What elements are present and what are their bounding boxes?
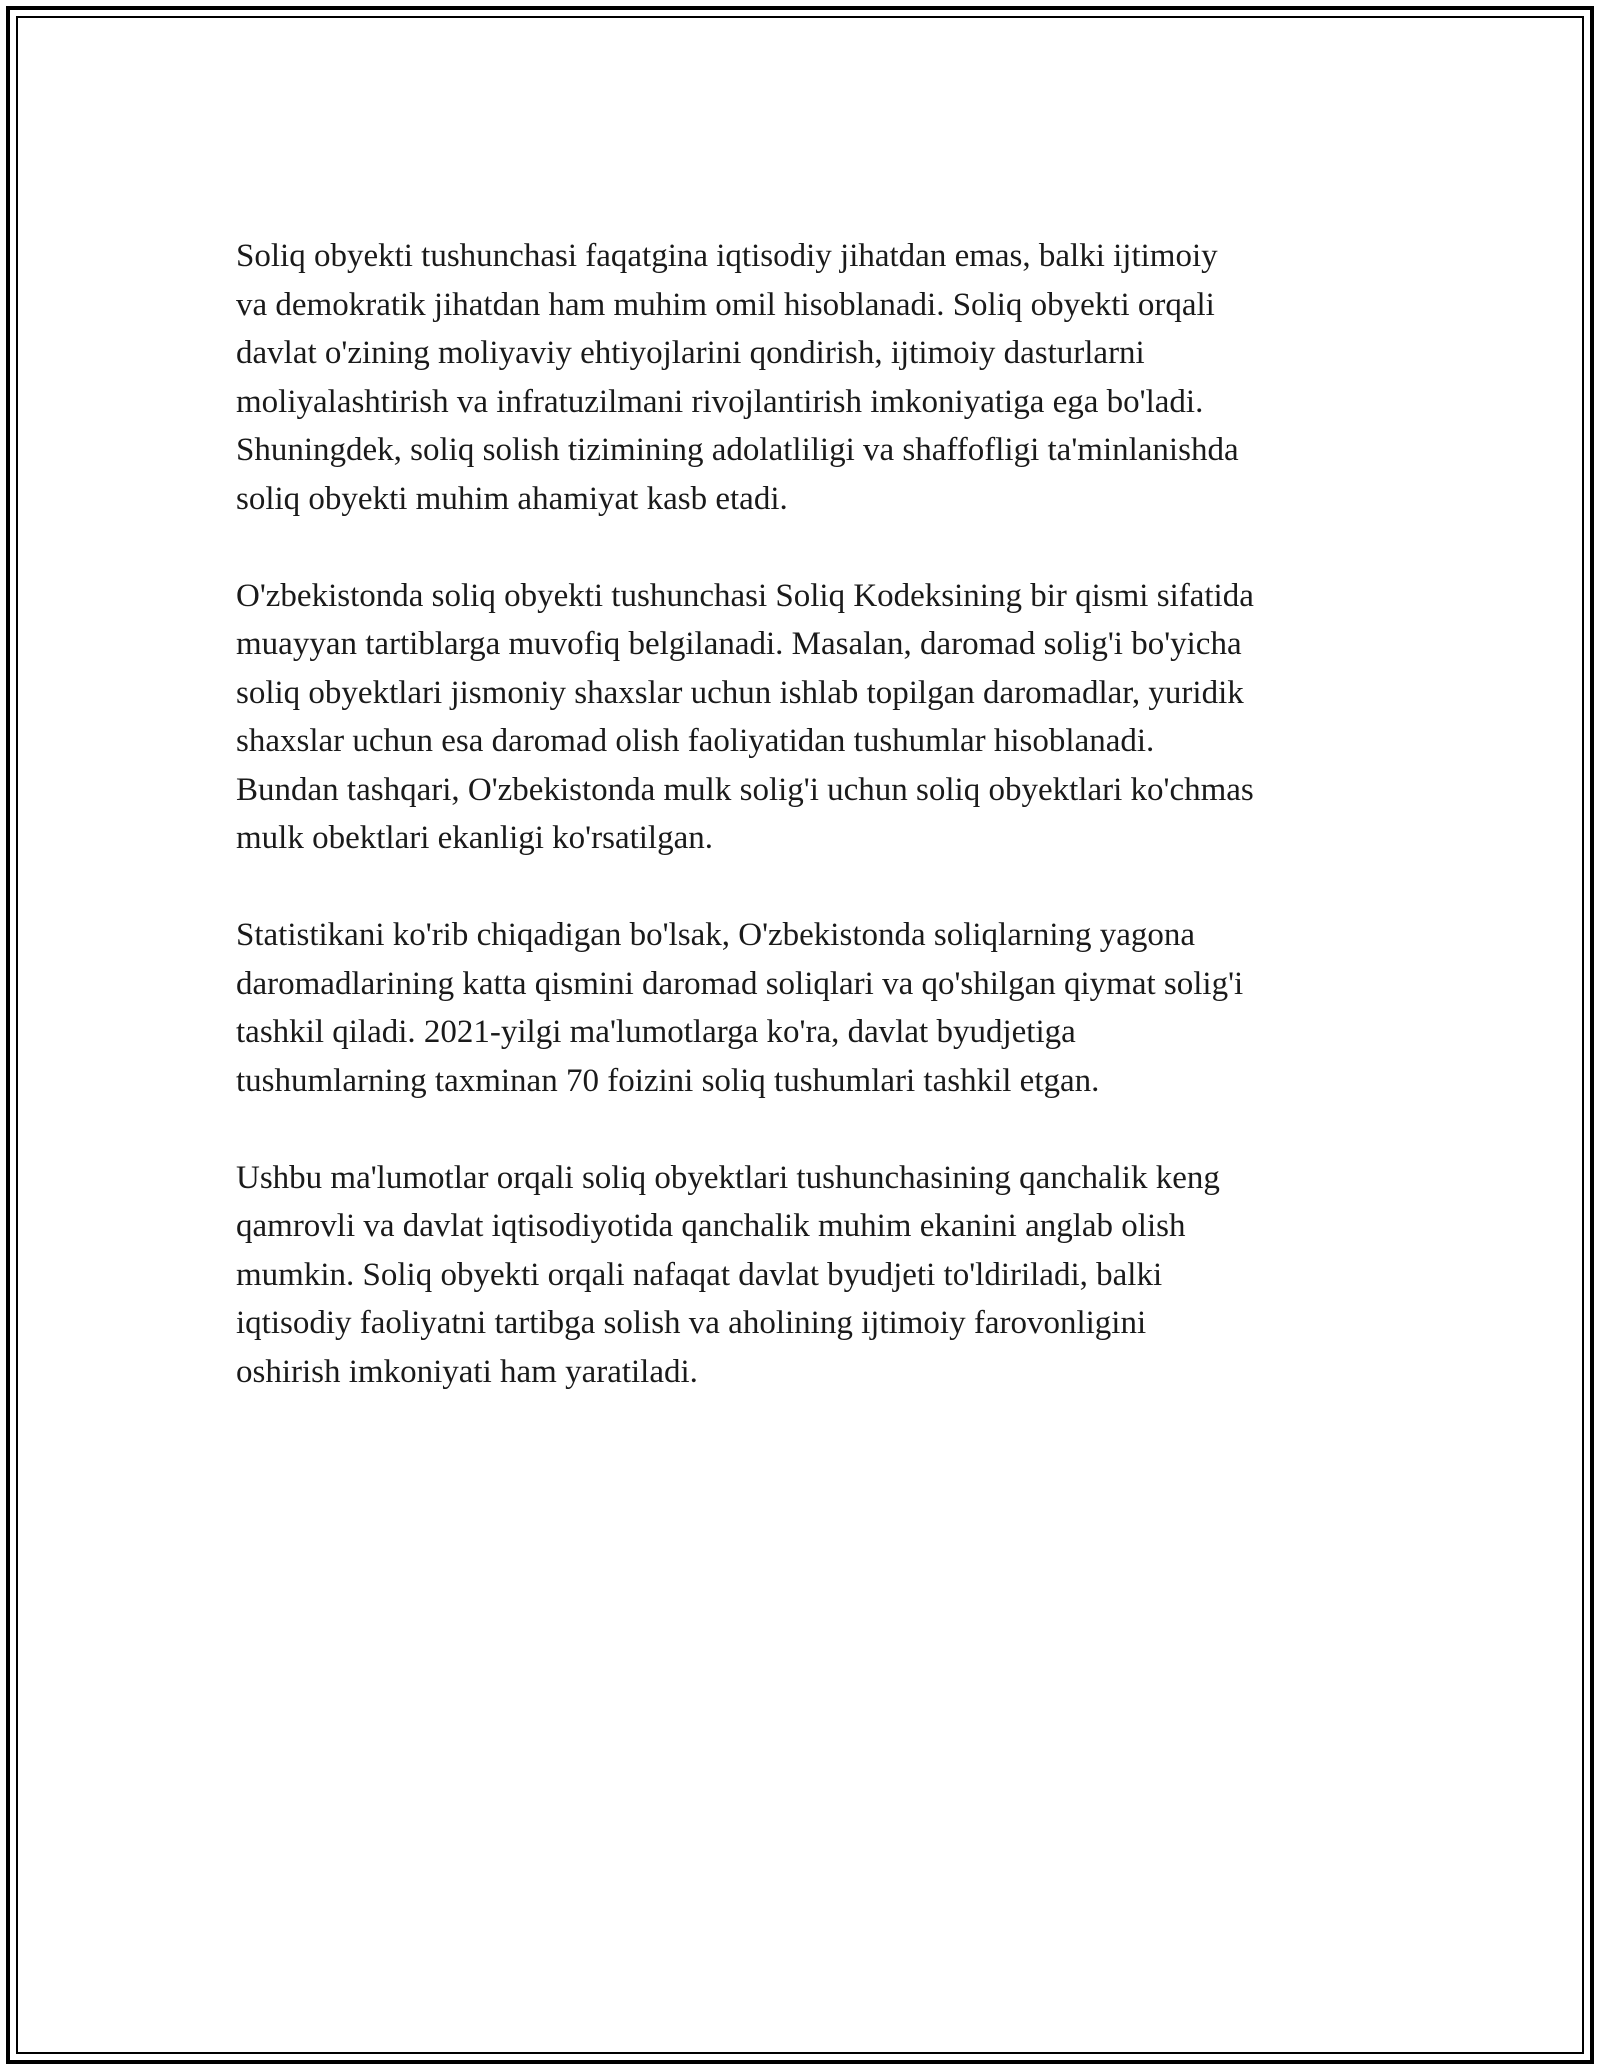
paragraph-3: Statistikani ko'rib chiqadigan bo'lsak, O'zbekistonda soliqlarning yagona daromadlarining katta qismini daromad soliqlari va qo'shilgan qiymat solig'i tashkil qiladi. 2021-yilgi ma'lumotlarga ko'ra, davlat byudjetiga tushumlarning taxminan 70 foizini soliq tushumlari tashkil etgan. [236,917,1244,1099]
paragraph-2: O'zbekistonda soliq obyekti tushunchasi Soliq Kodeksining bir qismi sifatida muayyan tartiblarga muvofiq belgilanadi. Masalan, daromad solig'i bo'yicha soliq obyektlari jismoniy shaxslar uchun ishlab topilgan daromadlar, yuridik shaxslar uchun esa daromad olish faoliyatidan tushumlar hisoblanadi. Bundan tashqari, O'zbekistonda mulk solig'i uchun soliq obyektlari ko'chmas mulk obektlari ekanligi ko'rsatilgan. [236,577,1254,856]
paragraph-1: Soliq obyekti tushunchasi faqatgina iqtisodiy jihatdan emas, balki ijtimoiy va demokratik jihatdan ham muhim omil hisoblanadi. Soliq obyekti orqali davlat o'zining moliyaviy ehtiyojlarini qondirish, ijtimoiy dasturlarni moliyalashtirish va infratuzilmani rivojlantirish imkoniyatiga ega bo'ladi. Shuningdek, soliq solish tizimining adolatliligi va shaffofligi ta'minlanishda soliq obyekti muhim ahamiyat kasb etadi. [236,238,1239,517]
document-body [236,232,1406,1445]
paragraph-4: Ushbu ma'lumotlar orqali soliq obyektlari tushunchasining qanchalik keng qamrovli va davlat iqtisodiyotida qanchalik muhim ekanini anglab olish mumkin. Soliq obyekti orqali nafaqat davlat byudjeti to'ldiriladi, balki iqtisodiy faoliyatni tartibga solish va aholining ijtimoiy farovonligini oshirish imkoniyati ham yaratiladi. [236,1159,1220,1390]
